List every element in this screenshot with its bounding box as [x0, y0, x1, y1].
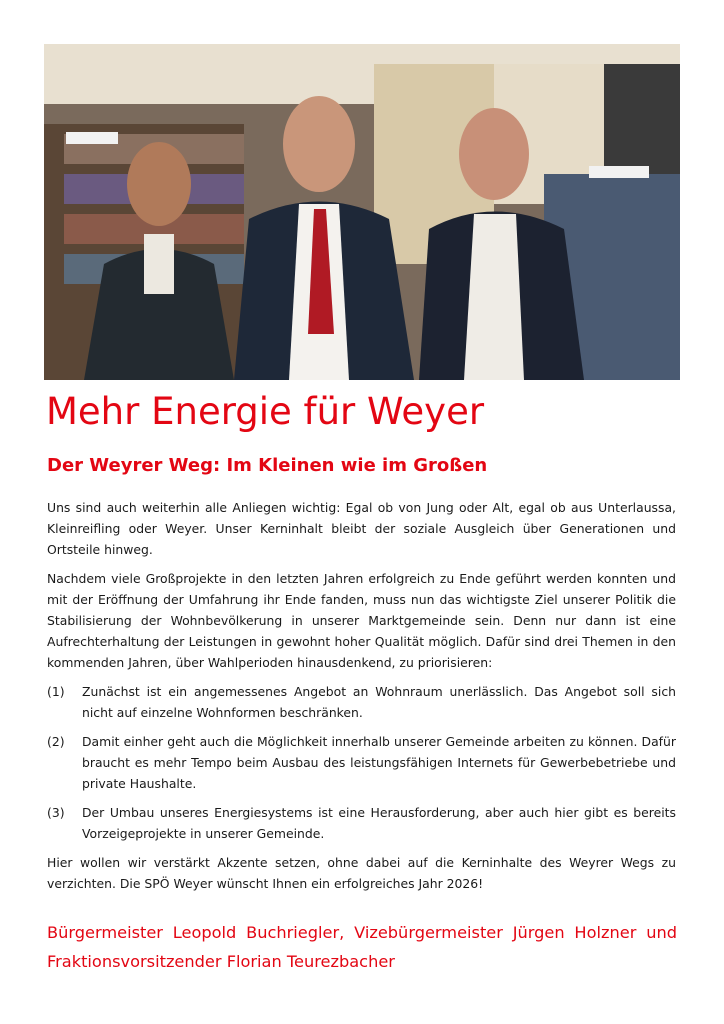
paragraph-context: Nachdem viele Großprojekte in den letzten Jahren erfolgreich zu Ende geführt werden konnten und mit der Eröffnung der Umfahrung ihr Ende fanden, muss nun das wichtigste Ziel unserer Politik die Stabilisierung der Wohnbevölkerung in unserer Marktgemeinde sein. Denn nur dann ist eine Aufrechterhaltung der Leistungen in gewohnt hoher Qualität möglich. Dafür sind drei Themen in den kommenden Jahren, über Wahlperioden hinausdenkend, zu priorisieren: [47, 571, 676, 670]
list-item-text: Damit einher geht auch die Möglichkeit innerhalb unserer Gemeinde arbeiten zu können. Dafür braucht es mehr Tempo beim Ausbau des leistungsfähigen Internets für Gewerbebetriebe und private Haushalte. [82, 734, 676, 791]
article-body [47, 497, 676, 902]
group-photo-icon [44, 44, 680, 380]
priority-list [47, 681, 676, 844]
group-photo [44, 44, 680, 380]
signature: Bürgermeister Leopold Buchriegler, Vizebürgermeister Jürgen Holzner und Fraktionsvorsitzender Florian Teurezbacher [47, 923, 677, 971]
paragraph-intro: Uns sind auch weiterhin alle Anliegen wichtig: Egal ob von Jung oder Alt, egal ob aus Unterlaussa, Kleinreifling oder Weyer. Unser Kerninhalt bleibt der soziale Ausgleich über Generationen und Ortsteile hinweg. [47, 500, 676, 557]
list-item-text: Der Umbau unseres Energiesystems ist eine Herausforderung, aber auch hier gibt es bereits Vorzeigeprojekte in unserer Gemeinde. [82, 805, 676, 841]
list-item-number: (3) [47, 805, 65, 820]
list-item-number: (2) [47, 734, 65, 749]
list-item [47, 731, 676, 794]
list-item [47, 802, 676, 844]
list-item [47, 681, 676, 723]
page-subtitle: Der Weyrer Weg: Im Kleinen wie im Großen [47, 455, 488, 476]
list-item-number: (1) [47, 684, 65, 699]
page-title: Mehr Energie für Weyer [46, 390, 485, 433]
list-item-text: Zunächst ist ein angemessenes Angebot an Wohnraum unerlässlich. Das Angebot soll sich nicht auf einzelne Wohnformen beschränken. [82, 684, 676, 720]
paragraph-closing: Hier wollen wir verstärkt Akzente setzen, ohne dabei auf die Kerninhalte des Weyrer Wegs zu verzichten. Die SPÖ Weyer wünscht Ihnen ein erfolgreiches Jahr 2026! [47, 855, 676, 891]
